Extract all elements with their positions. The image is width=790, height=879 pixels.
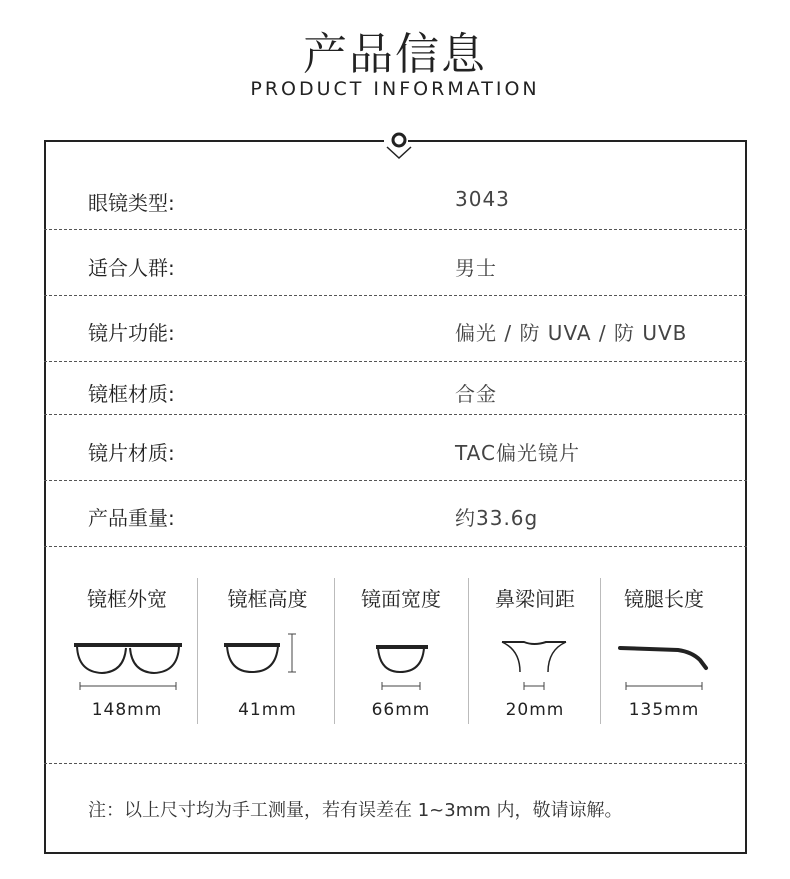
page-subtitle: PRODUCT INFORMATION [250, 78, 540, 100]
spec-value: 男士 [455, 256, 497, 280]
dimension-value: 135mm [628, 700, 700, 720]
page-title: 产品信息 [303, 29, 487, 80]
info-panel [44, 140, 747, 854]
dimension-label: 镜面宽度 [361, 587, 441, 611]
column-divider [197, 578, 198, 724]
column-divider [468, 578, 469, 724]
divider [44, 361, 747, 362]
frame-width-icon [72, 638, 184, 694]
spec-label: 眼镜类型: [88, 191, 175, 215]
column-divider [600, 578, 601, 724]
spec-value: 约33.6g [455, 506, 539, 530]
spec-label: 镜片材质: [88, 441, 175, 465]
bridge-width-icon [500, 636, 570, 692]
spec-value: 偏光 / 防 UVA / 防 UVB [455, 321, 688, 345]
dimension-label: 镜框外宽 [87, 587, 167, 611]
dimension-value: 148mm [91, 700, 163, 720]
divider [44, 546, 747, 547]
divider [44, 763, 747, 764]
ring-chevron-icon [384, 131, 414, 161]
dimension-value: 66mm [371, 700, 431, 720]
divider [44, 414, 747, 415]
spec-value: TAC偏光镜片 [455, 441, 580, 465]
dimension-label: 鼻梁间距 [495, 587, 575, 611]
lens-width-icon [372, 640, 432, 692]
dimension-label: 镜腿长度 [624, 587, 704, 611]
frame-height-icon [222, 632, 302, 676]
divider [44, 480, 747, 481]
spec-label: 产品重量: [88, 506, 175, 530]
dimension-value: 41mm [238, 700, 297, 720]
spec-value: 合金 [455, 382, 497, 406]
spec-value: 3043 [455, 187, 510, 211]
spec-label: 镜框材质: [88, 382, 175, 406]
temple-length-icon [618, 644, 712, 692]
column-divider [334, 578, 335, 724]
dimension-label: 镜框高度 [227, 587, 308, 611]
measurement-note: 注：以上尺寸均为手工测量，若有误差在 1~3mm 内，敬请谅解。 [88, 800, 623, 821]
spec-label: 镜片功能: [88, 321, 175, 345]
divider [44, 229, 747, 230]
spec-label: 适合人群: [88, 256, 175, 280]
dimension-value: 20mm [505, 700, 565, 720]
divider [44, 295, 747, 296]
